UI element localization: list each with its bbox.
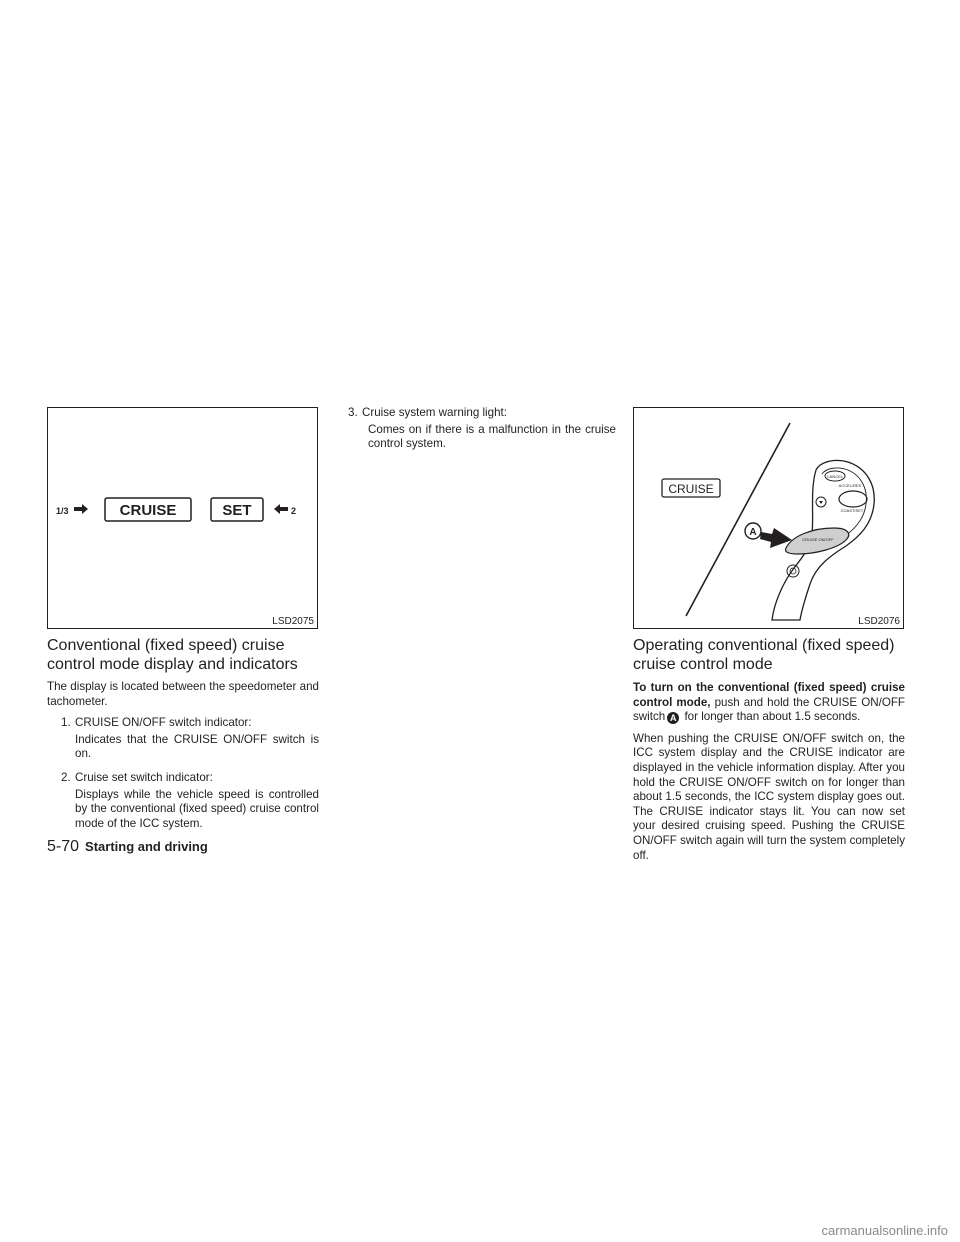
figure-steering-switch [633,407,904,629]
arrow-right-icon [74,504,88,514]
list-item-3-desc: Comes on if there is a malfunction in the cruise control system. [368,422,616,451]
coast-label: COAST/SET [840,508,864,513]
callout-a-marker: A [667,712,679,724]
watermark: carmanualsonline.info [821,1223,948,1238]
cancel-label: CANCEL [826,474,844,479]
figure-code: LSD2076 [858,616,900,627]
set-indicator-text: SET [222,502,252,519]
cruise-onoff-label: CRUISE ON/OFF [802,537,834,542]
callout-a: A [749,527,757,538]
arrow-left-icon [274,504,288,514]
section1-intro: The display is located between the speedometer and tachometer. [47,680,319,708]
cruise-display-illustration [48,408,317,628]
list-item-3-title: 3. Cruise system warning light: [348,406,507,419]
cruise-display-text: CRUISE [668,482,714,496]
section1-body-col1 [47,680,319,840]
label-2: 2 [291,506,297,516]
list-item-2-title: 2. Cruise set switch indicator: [61,770,213,784]
cruise-indicator-text: CRUISE [119,502,177,519]
chapter-title: Starting and driving [85,839,208,854]
page-number: 5-70 [47,838,80,855]
list-item-1-desc: Indicates that the CRUISE ON/OFF switch is on. [75,732,319,761]
list-item-2-desc: Displays while the vehicle speed is controlled by the conventional (fixed speed) cruise control mode of the ICC system. [75,787,319,830]
figure-code: LSD2075 [272,616,314,627]
accel-label: ACCEL/RES [838,483,862,488]
list-item-1-title: 1. CRUISE ON/OFF switch indicator: [61,716,252,730]
section2-lead: To turn on the conventional (fixed speed) cruise control mode, push and hold the CRUISE ON/OFF switch A for longer than about 1.5 seconds. [633,681,905,724]
figure-cruise-display [47,407,318,629]
section2-body [633,681,905,870]
section1-body-col2 [340,406,616,461]
section2-paragraph: When pushing the CRUISE ON/OFF switch on, the ICC system display and the CRUISE indicator are displayed in the vehicle information display. After you hold the CRUISE ON/OFF switch on for longer than about 1.5 seconds, the ICC system display goes out. The CRUISE indicator stays lit. You can now set your desired cruising speed. Pushing the CRUISE ON/OFF switch again will turn the system completely off. [633,731,905,862]
steering-switch-illustration [634,408,903,628]
label-1-3: 1/3 [56,506,69,516]
page-footer [47,838,208,856]
section2-heading: Operating conventional (fixed speed) cruise control mode [633,637,895,673]
section1-heading: Conventional (fixed speed) cruise control mode display and indicators [47,637,298,673]
